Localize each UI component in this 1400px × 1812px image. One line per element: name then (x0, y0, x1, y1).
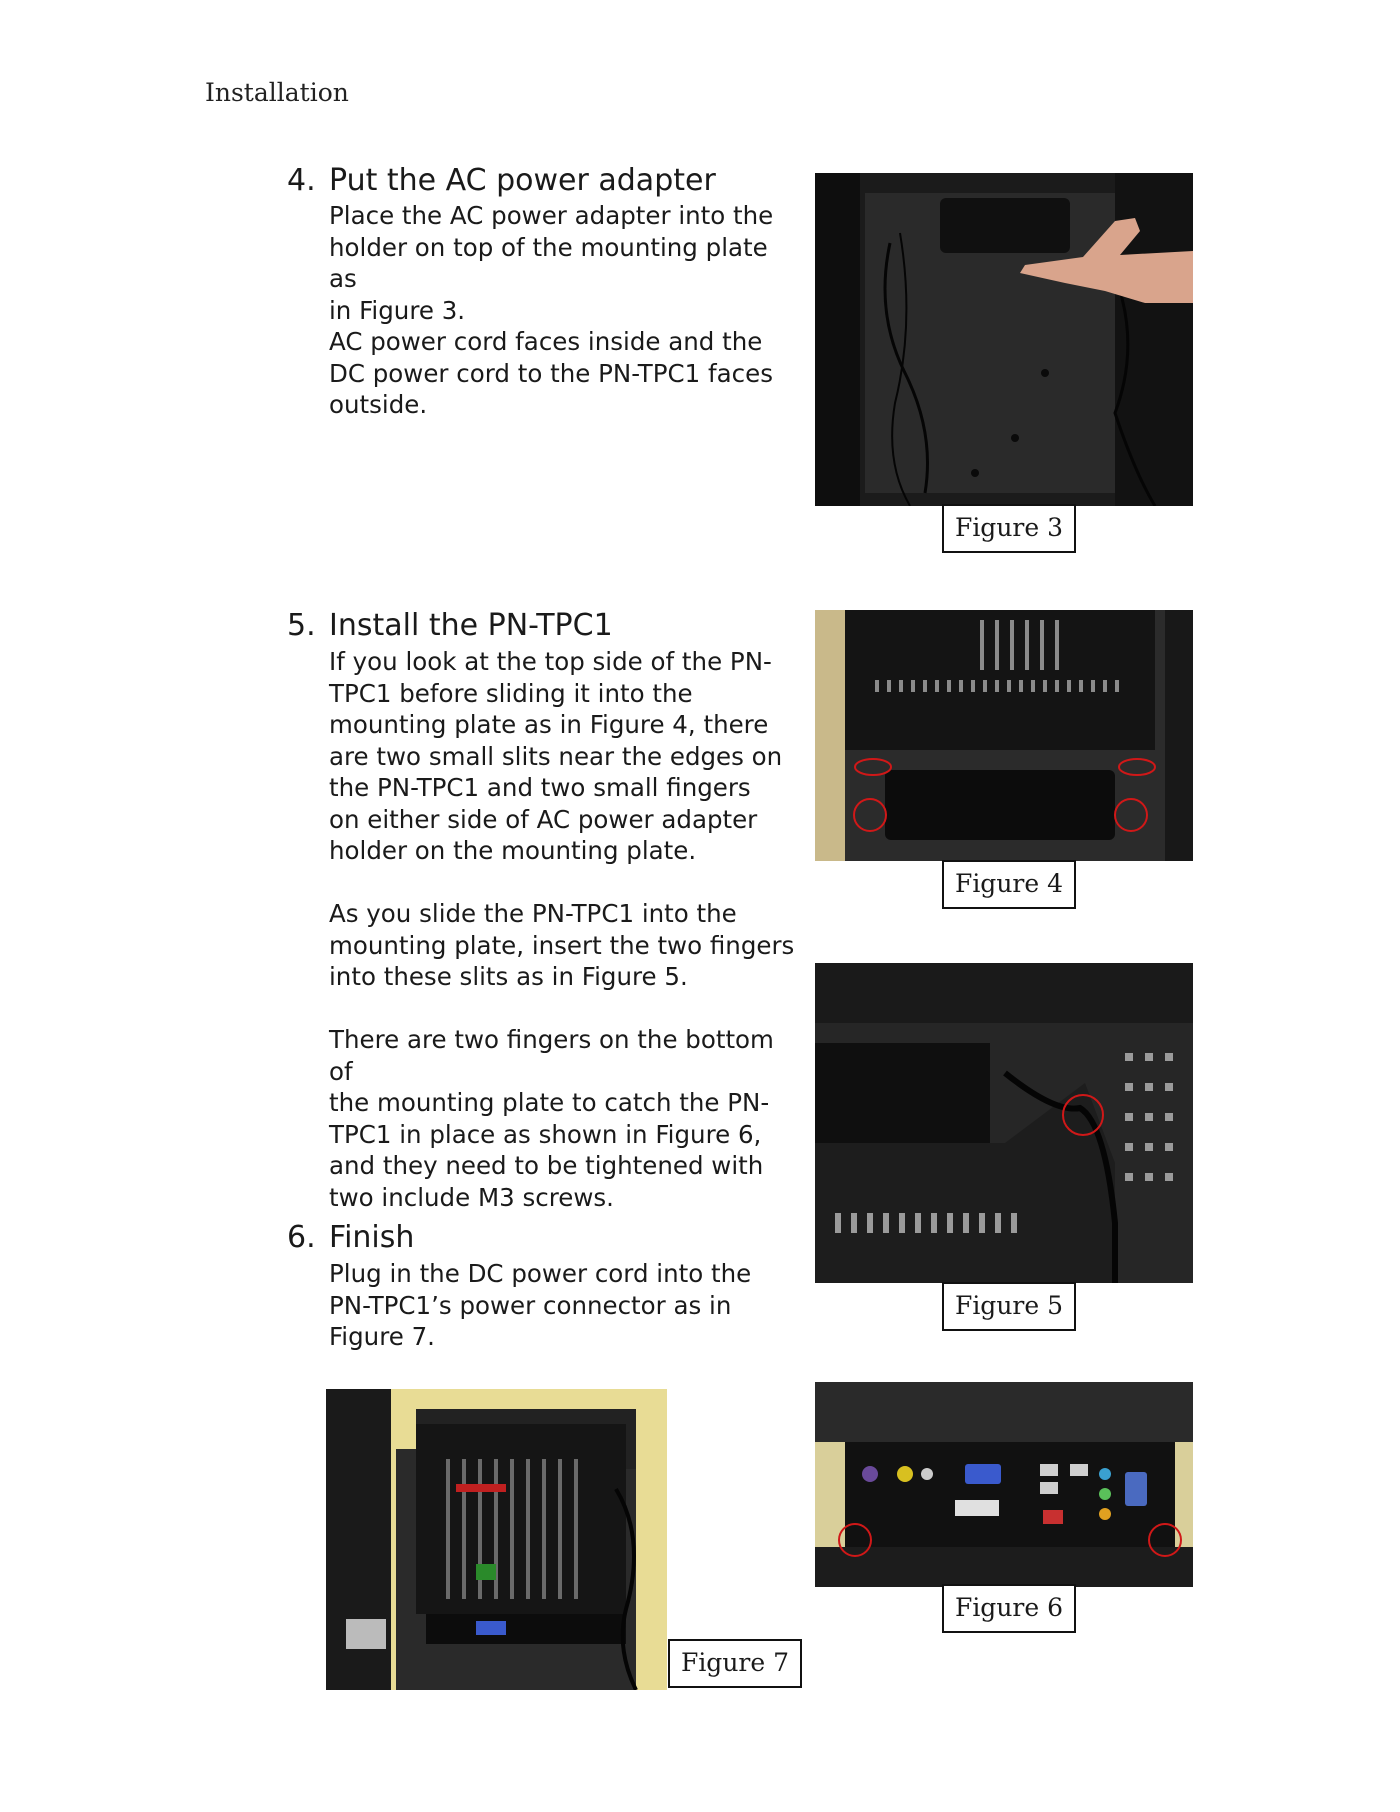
paragraph (329, 200, 799, 421)
figure-3-caption: Figure 3 (942, 504, 1076, 553)
text-line: the PN-TPC1 and two small fingers (329, 773, 751, 802)
text-line: DC power cord to the PN-TPC1 faces (329, 358, 773, 388)
step-5-body (329, 646, 799, 1213)
text-line: Place the AC power adapter into the (329, 201, 774, 230)
figure-7-caption: Figure 7 (668, 1639, 802, 1688)
step-title-text: Install the PN-TPC1 (329, 608, 613, 643)
figure-4-photo (815, 610, 1193, 861)
text-line: into these slits as in Figure 5. (329, 962, 688, 991)
figure-4-caption: Figure 4 (942, 860, 1076, 909)
step-title-text: Put the AC power adapter (329, 163, 716, 198)
figure-3-photo (815, 173, 1193, 506)
text-line: There are two fingers on the bottom of (329, 1025, 774, 1086)
paragraph (329, 1024, 799, 1213)
text-line: PN-TPC1’s power connector as in (329, 1290, 732, 1320)
text-line: on either side of AC power adapter (329, 804, 758, 834)
text-line: mounting plate, insert the two fingers (329, 930, 795, 960)
text-line: outside. (329, 390, 428, 419)
step-title-text: Finish (329, 1220, 415, 1255)
text-line: Plug in the DC power cord into the (329, 1259, 752, 1288)
running-header: Installation (205, 78, 349, 107)
text-line: mounting plate as in Figure 4, there (329, 710, 769, 739)
figure-5-photo (815, 963, 1193, 1283)
text-line: Figure 7. (329, 1322, 435, 1351)
step-number: 6. (287, 1220, 316, 1255)
text-line: AC power cord faces inside and the (329, 327, 763, 356)
paragraph (329, 1258, 799, 1353)
step-4-title (287, 163, 716, 198)
text-line: As you slide the PN-TPC1 into the (329, 899, 737, 928)
figure-6-photo (815, 1382, 1193, 1587)
paragraph (329, 646, 799, 867)
text-line: holder on top of the mounting plate as (329, 232, 768, 293)
figure-7-photo (326, 1389, 667, 1690)
step-4-body (329, 200, 799, 421)
figure-6-caption: Figure 6 (942, 1584, 1076, 1633)
text-line: TPC1 before sliding it into the (329, 678, 693, 708)
figure-5-caption: Figure 5 (942, 1282, 1076, 1331)
step-number: 5. (287, 608, 316, 643)
text-line: are two small slits near the edges on (329, 741, 783, 771)
text-line: If you look at the top side of the PN- (329, 647, 772, 676)
paragraph (329, 898, 799, 993)
step-6-body (329, 1258, 799, 1353)
text-line: holder on the mounting plate. (329, 836, 697, 865)
step-5-title (287, 608, 613, 643)
step-6-title (287, 1220, 414, 1255)
text-line: TPC1 in place as shown in Figure 6, (329, 1119, 762, 1149)
text-line: the mounting plate to catch the PN- (329, 1088, 770, 1117)
text-line: in Figure 3. (329, 295, 466, 325)
text-line: two include M3 screws. (329, 1182, 614, 1212)
step-number: 4. (287, 163, 316, 198)
text-line: and they need to be tightened with (329, 1151, 764, 1180)
